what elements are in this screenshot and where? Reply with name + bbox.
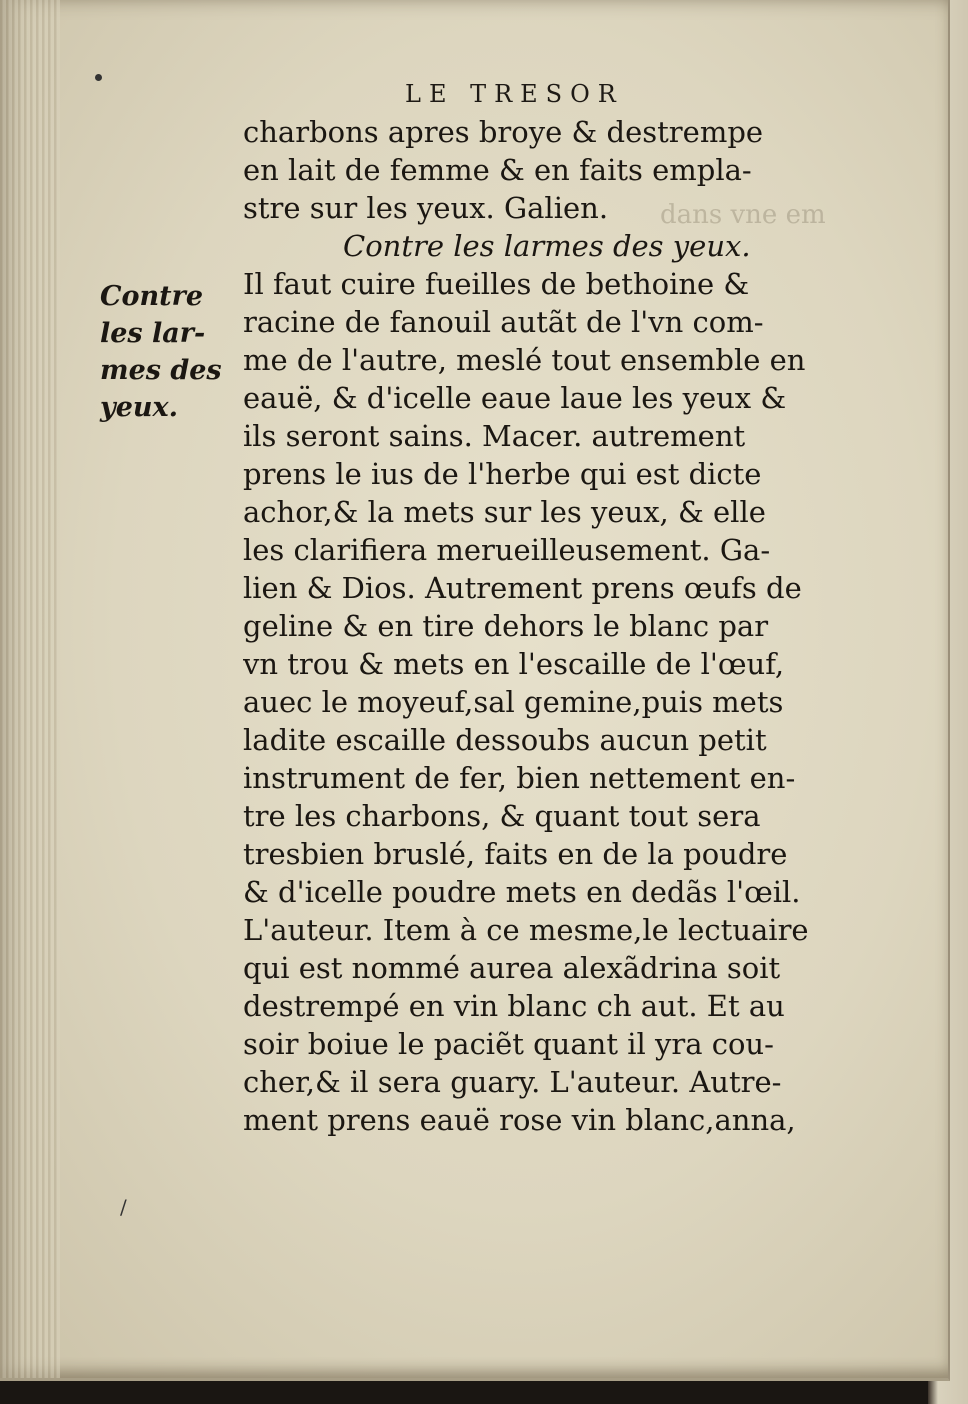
margin-note-line: yeux. [100,392,178,423]
text-line: les clarifiera merueilleusement. Ga- [243,533,771,567]
text-line: instrument de fer, bien nettement en- [243,761,796,795]
margin-note-line: mes des [100,355,222,386]
text-line: geline & en tire dehors le blanc par [243,609,769,643]
text-line: L'auteur. Item à ce mesme,le lectuaire [243,913,809,947]
section-heading: Contre les larmes des yeux. [343,229,751,263]
text-line: soir boiue le paciẽt quant il yra cou- [243,1027,774,1061]
text-line: Il faut cuire fueilles de bethoine & [243,267,750,301]
text-line: ladite escaille dessoubs aucun petit [243,723,767,757]
ink-spot [95,74,102,81]
text-line: tre les charbons, & quant tout sera [243,799,761,833]
text-line: en lait de femme & en faits empla- [243,153,752,187]
stray-ink-mark: / [120,1195,127,1219]
text-line: tresbien bruslé, faits en de la poudre [243,837,788,871]
page-stack-edge [0,0,60,1378]
text-line: prens le ius de l'herbe qui est dicte [243,457,762,491]
margin-note [100,278,230,426]
text-line: eauë, & d'icelle eaue laue les yeux & [243,381,787,415]
margin-note-line: les lar- [100,318,206,349]
text-line: & d'icelle poudre mets en dedãs l'œil. [243,875,801,909]
body-text [243,113,843,1139]
text-line: ils seront sains. Macer. autrement [243,419,746,453]
running-head: LE TRESOR [405,80,624,108]
text-line: ment prens eauë rose vin blanc,anna, [243,1103,796,1137]
bleed-through-text: dans vne em [660,200,826,230]
text-line: racine de fanouil autãt de l'vn com- [243,305,764,339]
text-line: vn trou & mets en l'escaille de l'œuf, [243,647,785,681]
text-line: stre sur les yeux. Galien. [243,191,609,225]
text-line: charbons apres broye & destrempe [243,115,764,149]
text-line: me de l'autre, meslé tout ensemble en [243,343,806,377]
text-line: lien & Dios. Autrement prens œufs de [243,571,802,605]
text-line: auec le moyeuf,sal gemine,puis mets [243,685,784,719]
margin-note-line: Contre [100,281,204,312]
text-line: cher,& il sera guary. L'auteur. Autre- [243,1065,782,1099]
text-line: achor,& la mets sur les yeux, & elle [243,495,766,529]
text-line: qui est nommé aurea alexãdrina soit [243,951,781,985]
text-line: destrempé en vin blanc ch aut. Et au [243,989,785,1023]
